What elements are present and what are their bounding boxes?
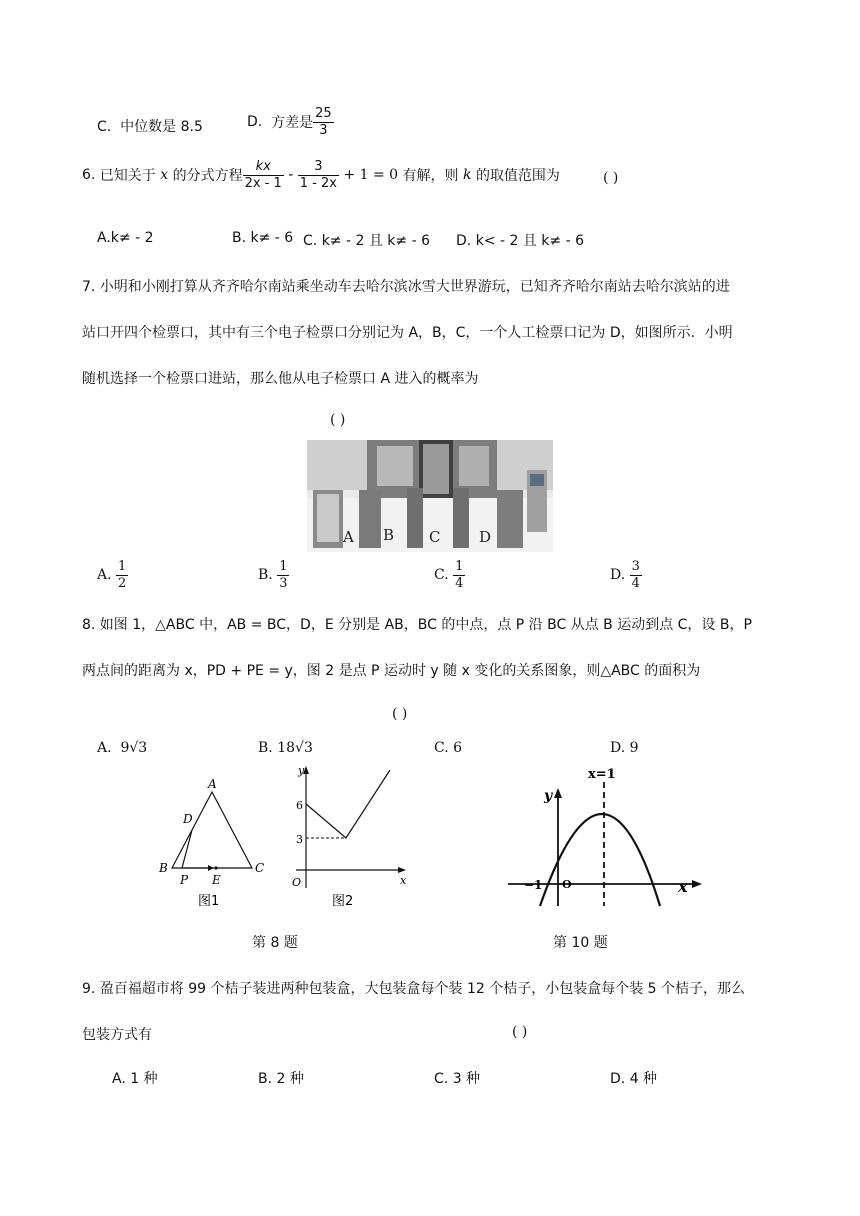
q6-option-a: A.k≠ - 2	[97, 230, 154, 246]
q7-answer-paren: ( )	[330, 412, 346, 428]
q6-answer-paren: ( )	[603, 170, 619, 186]
svg-text:3: 3	[296, 833, 303, 846]
q8-option-b: B. 18√3	[258, 740, 313, 756]
q8-line-1: 8. 如图 1，△ABC 中，AB = BC，D，E 分别是 AB，BC 的中点，点 P 沿 BC 从点 B 运动到点 C，设 B，P	[82, 617, 752, 633]
q7-line-1: 7. 小明和小刚打算从齐齐哈尔南站乘坐动车去哈尔滨冰雪大世界游玩，已知齐齐哈尔南站去哈尔滨站的进	[82, 279, 730, 295]
gate-label-a: A	[343, 528, 354, 546]
svg-text:x: x	[400, 874, 407, 887]
q8-figure-1-triangle	[150, 770, 280, 910]
q6-option-b: B. k≠ - 6	[232, 230, 294, 246]
q5-option-d: D. 方差是 $\frac{25}{3}$	[247, 106, 332, 138]
q7-option-c: C. $\frac{1}{4}$	[434, 559, 464, 591]
q9-option-a: A. 1 种	[112, 1071, 158, 1087]
q6-fraction-2: $\frac{3}{1 - 2x}$	[299, 159, 337, 191]
q5-option-c: C. 中位数是 8.5	[97, 119, 203, 135]
gate-label-b: B	[383, 526, 395, 544]
svg-text:6: 6	[296, 799, 303, 812]
q9-option-b: B. 2 种	[258, 1071, 304, 1087]
q7-option-a: A. $\frac{1}{2}$	[97, 559, 127, 591]
svg-text:B: B	[159, 861, 168, 875]
q8-option-d: D. 9	[610, 740, 639, 756]
q9-option-c: C. 3 种	[434, 1071, 481, 1087]
q6-fraction-1: $\frac{kx}{2x - 1}$	[244, 159, 282, 191]
q8-figure-2-graph	[282, 762, 412, 912]
svg-text:图2: 图2	[332, 894, 354, 909]
q7-ticket-gate-photo	[307, 440, 553, 552]
q7-line-2: 站口开四个检票口，其中有三个电子检票口分别记为 A，B，C，一个人工检票口记为 D，如图所示．小明	[82, 325, 733, 341]
svg-text:y: y	[544, 788, 553, 804]
q7-option-d: D. $\frac{3}{4}$	[610, 559, 640, 591]
svg-text:A: A	[208, 777, 217, 791]
svg-text:O: O	[562, 878, 572, 891]
svg-text:图1: 图1	[198, 894, 220, 909]
q6-stem: 6. 已知关于 x 的分式方程 $\frac{kx}{2x - 1}$ - $\frac{3}{1 - 2x}$ + 1 = 0 有解，则 k 的取值范围为	[82, 159, 560, 191]
q7-line-3: 随机选择一个检票口进站，那么他从电子检票口 A 进入的概率为	[82, 371, 479, 387]
svg-text:O: O	[292, 876, 302, 889]
q9-line-2: 包装方式有	[82, 1027, 152, 1043]
svg-text:y: y	[298, 764, 305, 777]
q8-option-a: A. 9√3	[97, 740, 148, 756]
q6-option-d: D. k< - 2 且 k≠ - 6	[456, 233, 584, 249]
svg-text:D: D	[183, 812, 193, 826]
q7-option-b: B. $\frac{1}{3}$	[258, 559, 288, 591]
q8-answer-paren: ( )	[392, 706, 408, 722]
gate-label-c: C	[429, 528, 441, 546]
q6-option-c: C. k≠ - 2 且 k≠ - 6	[303, 233, 430, 249]
q10-figure-caption: 第 10 题	[553, 935, 608, 951]
svg-text:E: E	[212, 873, 221, 887]
q10-figure-parabola	[500, 762, 710, 912]
svg-text:x: x	[678, 877, 688, 896]
q8-option-c: C. 6	[434, 740, 463, 756]
gate-label-d: D	[479, 528, 492, 546]
q9-option-d: D. 4 种	[610, 1071, 658, 1087]
q9-line-1: 9. 盈百福超市将 99 个桔子装进两种包装盒，大包装盒每个装 12 个桔子，小包装盒每个装 5 个桔子，那么	[82, 981, 746, 997]
q8-figure-caption: 第 8 题	[252, 935, 298, 951]
q9-answer-paren: ( )	[512, 1024, 528, 1040]
svg-text:x=1: x=1	[588, 767, 616, 782]
svg-text:C: C	[255, 861, 265, 875]
q8-line-2: 两点间的距离为 x，PD + PE = y，图 2 是点 P 运动时 y 随 x 变化的关系图象，则△ABC 的面积为	[82, 663, 701, 679]
svg-text:−1: −1	[524, 878, 543, 892]
svg-text:P: P	[180, 873, 189, 887]
